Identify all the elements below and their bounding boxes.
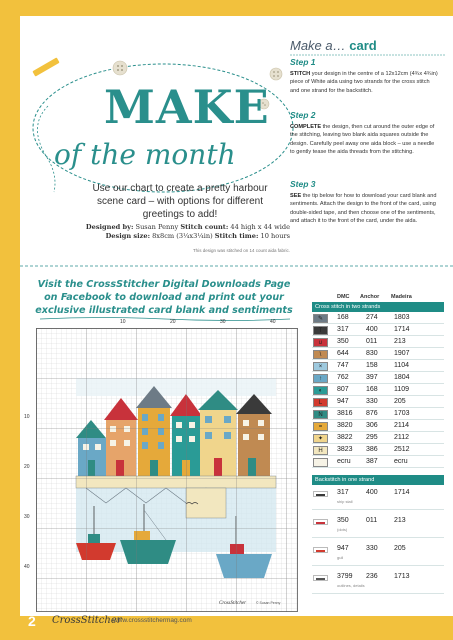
key-row: [312, 349, 444, 360]
dmc-code: 3816: [337, 410, 353, 417]
chart-grid: [36, 328, 298, 612]
madeira-code: 1714: [394, 326, 410, 333]
title-rule: [290, 54, 445, 56]
key-symbol: ✎: [313, 314, 328, 323]
anchor-code: 387: [366, 458, 378, 465]
chart-row-label: 40: [24, 564, 30, 570]
anchor-code: 830: [366, 350, 378, 357]
key-symbol: [313, 458, 328, 467]
madeira-code: 1104: [394, 362, 410, 369]
chart-row-label: 30: [24, 514, 30, 520]
key-row: [312, 361, 444, 372]
anchor-code: 158: [366, 362, 378, 369]
madeira-code: 1907: [394, 350, 410, 357]
design-size: 8x8cm (3¼x3¼in): [152, 232, 213, 240]
anchor-code: 330: [366, 398, 378, 405]
anchor-code: 168: [366, 386, 378, 393]
footer-url: www.crossstitchermag.com: [113, 617, 192, 624]
backstitch-use: ship stall: [337, 499, 353, 504]
chart-row-label: 20: [24, 464, 30, 470]
magazine-page: [20, 16, 453, 616]
key-row: [312, 421, 444, 432]
key-row: [312, 385, 444, 396]
dmc-code: 3820: [337, 422, 353, 429]
madeira-code: 1714: [394, 489, 410, 496]
key-header-dmc: DMC: [337, 294, 350, 300]
key-symbol: ↑: [313, 374, 328, 383]
cross-stitch-key-title: Cross stitch in two strands: [312, 302, 444, 312]
step-1-text: [290, 70, 440, 95]
designed-by-label: Designed by:: [85, 223, 134, 231]
anchor-code: 295: [366, 434, 378, 441]
dmc-code: 644: [337, 350, 349, 357]
make-heading: MAKE: [104, 80, 270, 134]
stitch-count-label: Stitch count:: [180, 223, 229, 231]
fabric-note: This design was stitched on 14 count aida fabric.: [192, 248, 290, 253]
step-3-title: Step 3: [290, 179, 316, 189]
key-symbol: ×: [313, 362, 328, 371]
dmc-code: 947: [337, 545, 349, 552]
madeira-code: 2112: [394, 434, 410, 441]
dmc-code: 747: [337, 362, 349, 369]
madeira-code: ecru: [394, 458, 408, 465]
key-row: [312, 313, 444, 324]
step-1-lead: STITCH: [290, 71, 311, 77]
key-row: [312, 433, 444, 444]
step-3-lead: SEE: [290, 193, 302, 199]
anchor-code: 306: [366, 422, 378, 429]
of-the-month-heading: of the month: [54, 138, 236, 171]
backstitch-swatch: [313, 547, 328, 553]
key-row: [312, 397, 444, 408]
chart-col-label: 20: [170, 319, 176, 325]
step-3-body: the tip below for how to download your card blank and sentiments. Attach the design to the front of the card, using double-sided tape, and then choose one of the sentiments, and attach it to the front of the card, under the aida.: [290, 193, 437, 224]
page-number: 2: [28, 613, 36, 629]
anchor-code: 011: [366, 338, 378, 345]
title-word: card: [349, 38, 377, 53]
backstitch-key-title: Backstitch in one strand: [312, 475, 444, 485]
step-2-text: [290, 123, 440, 156]
key-row: [312, 325, 444, 336]
madeira-code: 205: [394, 545, 406, 552]
key-symbol: =: [313, 422, 328, 431]
dmc-code: 350: [337, 338, 349, 345]
chart-col-label: 30: [220, 319, 226, 325]
step-1-title: Step 1: [290, 57, 316, 67]
backstitch-swatch: [313, 575, 328, 581]
key-row: [312, 457, 444, 468]
button-icon: [113, 61, 127, 75]
key-header-madeira: Madeira: [391, 294, 412, 300]
dmc-code: 947: [337, 398, 349, 405]
key-row: [312, 445, 444, 456]
dmc-code: 350: [337, 517, 349, 524]
anchor-code: 400: [366, 326, 378, 333]
dmc-code: 317: [337, 326, 349, 333]
backstitch-use: (dots): [337, 527, 348, 532]
promo-underline: [40, 316, 290, 322]
madeira-code: 213: [394, 517, 406, 524]
stitch-time-label: Stitch time:: [214, 232, 259, 240]
dmc-code: 317: [337, 489, 349, 496]
madeira-code: 1109: [394, 386, 410, 393]
key-header-anchor: Anchor: [360, 294, 380, 300]
key-row: [312, 337, 444, 348]
key-symbol: H: [313, 446, 328, 455]
backstitch-row: [312, 570, 444, 594]
anchor-code: 011: [366, 517, 378, 524]
chart-brand: CrossStitcher: [219, 601, 247, 606]
dmc-code: ecru: [337, 458, 351, 465]
backstitch-row: [312, 486, 444, 510]
design-credits: [58, 223, 290, 241]
anchor-code: 397: [366, 374, 378, 381]
step-2-body: the design, then cut around the outer edge of the stitching, leaving two blank aida squares outside the design. Carefully peel away one aida block – use a needle to gently tease the aida threads from the stitching.: [290, 124, 435, 155]
stitch-time: 10 hours: [260, 232, 290, 240]
footer-brand: CrossStitcher: [52, 615, 122, 626]
dmc-code: 168: [337, 314, 349, 321]
dmc-code: 3822: [337, 434, 353, 441]
madeira-code: 1703: [394, 410, 410, 417]
key-symbol: N: [313, 410, 328, 419]
anchor-code: 876: [366, 410, 378, 417]
madeira-code: 213: [394, 338, 406, 345]
step-3-text: [290, 192, 440, 225]
page-footer: [0, 600, 453, 640]
backstitch-use: outlines, details: [337, 583, 365, 588]
backstitch-row: [312, 514, 444, 538]
section-divider: [20, 264, 453, 268]
dmc-code: 3823: [337, 446, 353, 453]
intro-text: Use our chart to create a pretty harbour scene card – with options for different greetings to add!: [92, 183, 268, 220]
designer-name: Susan Penny: [135, 223, 179, 231]
anchor-code: 274: [366, 314, 378, 321]
madeira-code: 2114: [394, 422, 410, 429]
chart-row-label: 10: [24, 414, 30, 420]
key-symbol: ◐: [313, 386, 328, 395]
dmc-code: 807: [337, 386, 349, 393]
madeira-code: 1713: [394, 573, 410, 580]
madeira-code: 1803: [394, 314, 410, 321]
download-promo: Visit the CrossStitcher Digital Downloads Page on Facebook to download and print out your exclusive illustrated card blank and sentiments: [35, 279, 293, 316]
chart-col-label: 10: [120, 319, 126, 325]
anchor-code: 330: [366, 545, 378, 552]
design-size-label: Design size:: [105, 232, 150, 240]
button-icon: [270, 68, 282, 80]
step-2-title: Step 2: [290, 110, 316, 120]
chart-copyright: © Susan Penny: [256, 601, 281, 605]
anchor-code: 400: [366, 489, 378, 496]
key-row: [312, 373, 444, 384]
dmc-code: 762: [337, 374, 349, 381]
backstitch-row: [312, 542, 444, 566]
key-symbol: ✦: [313, 434, 328, 443]
madeira-code: 2512: [394, 446, 410, 453]
madeira-code: 205: [394, 398, 406, 405]
anchor-code: 386: [366, 446, 378, 453]
step-1-body: your design in the centre of a 12x12cm (4¾x 4¾in) piece of White aida using two strands for the cross stitch and one strand for the backstitch.: [290, 71, 438, 94]
chart-col-label: 40: [270, 319, 276, 325]
key-row: [312, 409, 444, 420]
backstitch-use: gull: [337, 555, 344, 560]
key-symbol: ∪: [313, 338, 328, 347]
key-symbol: \: [313, 350, 328, 359]
stitch-count: 44 high x 44 wide: [230, 223, 290, 231]
make-a-card-title: [290, 38, 377, 53]
step-2-lead: COMPLETE: [290, 124, 322, 130]
backstitch-swatch: [313, 491, 328, 497]
madeira-code: 1804: [394, 374, 410, 381]
key-symbol: T: [313, 326, 328, 335]
backstitch-swatch: [313, 519, 328, 525]
dmc-code: 3799: [337, 573, 353, 580]
anchor-code: 236: [366, 573, 378, 580]
title-prefix: Make a…: [290, 38, 346, 53]
key-symbol: L: [313, 398, 328, 407]
cross-stitch-chart: [24, 319, 298, 612]
